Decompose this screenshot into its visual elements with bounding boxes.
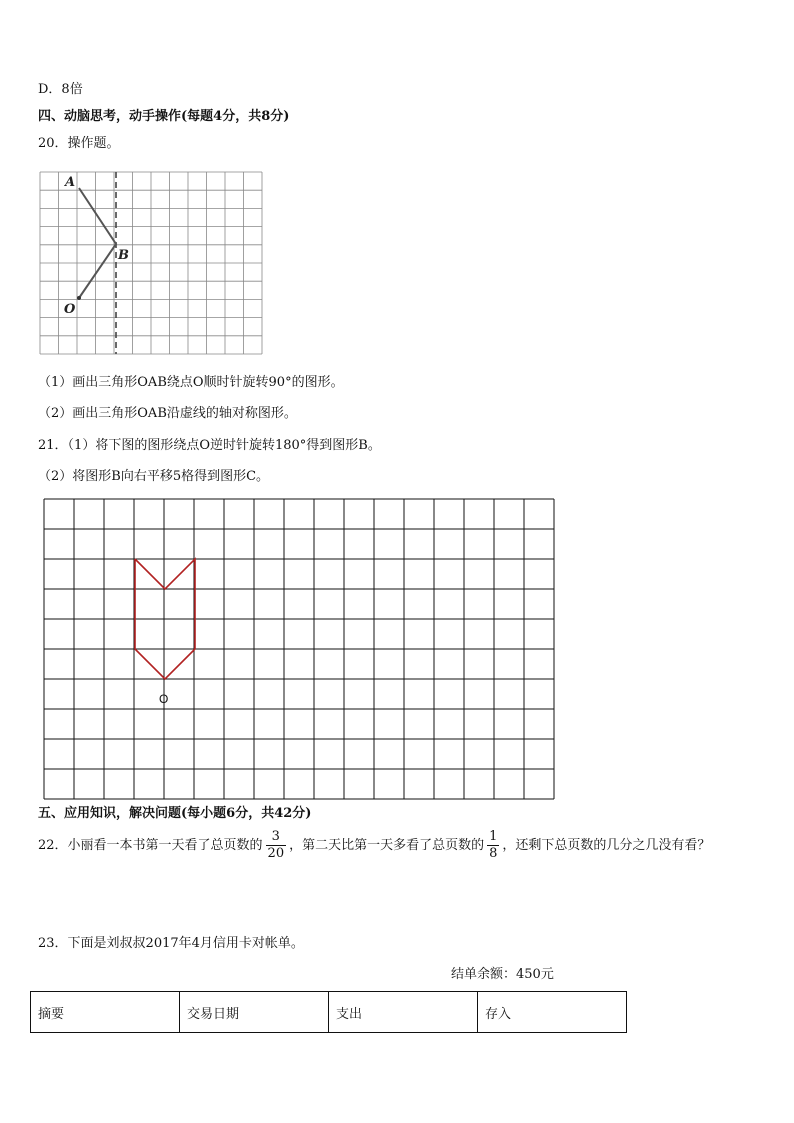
label-o: O xyxy=(64,302,76,317)
q21-grid-figure xyxy=(42,497,562,803)
header-deposit: 存入 xyxy=(478,992,627,1033)
option-d: D．8倍 xyxy=(38,82,83,97)
table-header-row xyxy=(31,992,627,1033)
header-summary: 摘要 xyxy=(31,992,180,1033)
q20-stem: 20．操作题。 xyxy=(38,136,120,151)
point-o-dot xyxy=(77,296,81,300)
section5-title: 五、应用知识，解决问题(每小题6分，共42分) xyxy=(38,806,312,821)
label-a: A xyxy=(65,175,76,190)
q21-line2: （2）将图形B向右平移5格得到图形C。 xyxy=(38,469,270,484)
credit-statement-table xyxy=(30,991,627,1033)
section4-title: 四、动脑思考，动手操作(每题4分，共8分) xyxy=(38,109,290,124)
q23-stem: 23．下面是刘叔叔2017年4月信用卡对帐单。 xyxy=(38,936,304,951)
header-expense: 支出 xyxy=(329,992,478,1033)
frac1-num: 3 xyxy=(266,829,287,846)
statement-balance: 结单余额：450元 xyxy=(451,967,554,982)
q21-label-o: O xyxy=(159,692,169,706)
q22-part2: ，第二天比第一天多看了总页数的 xyxy=(289,838,485,853)
label-b: B xyxy=(118,248,129,263)
fraction-1-8 xyxy=(487,829,499,862)
q20-grid-figure xyxy=(38,170,268,358)
q20-sub2: （2）画出三角形OAB沿虚线的轴对称图形。 xyxy=(38,406,297,421)
frac2-num: 1 xyxy=(489,829,498,844)
q21-line1: 21．（1）将下图的图形绕点O逆时针旋转180°得到图形B。 xyxy=(38,438,381,453)
q22-question xyxy=(38,826,710,866)
frac2-den: 8 xyxy=(489,846,498,861)
header-date: 交易日期 xyxy=(180,992,329,1033)
q22-part3: ，还剩下总页数的几分之几没有看？ xyxy=(502,838,711,853)
frac1-den: 20 xyxy=(267,846,285,861)
q22-part1: 22．小丽看一本书第一天看了总页数的 xyxy=(38,838,263,853)
fraction-3-20 xyxy=(266,829,287,862)
q20-sub1: （1）画出三角形OAB绕点O顺时针旋转90°的图形。 xyxy=(38,375,344,390)
